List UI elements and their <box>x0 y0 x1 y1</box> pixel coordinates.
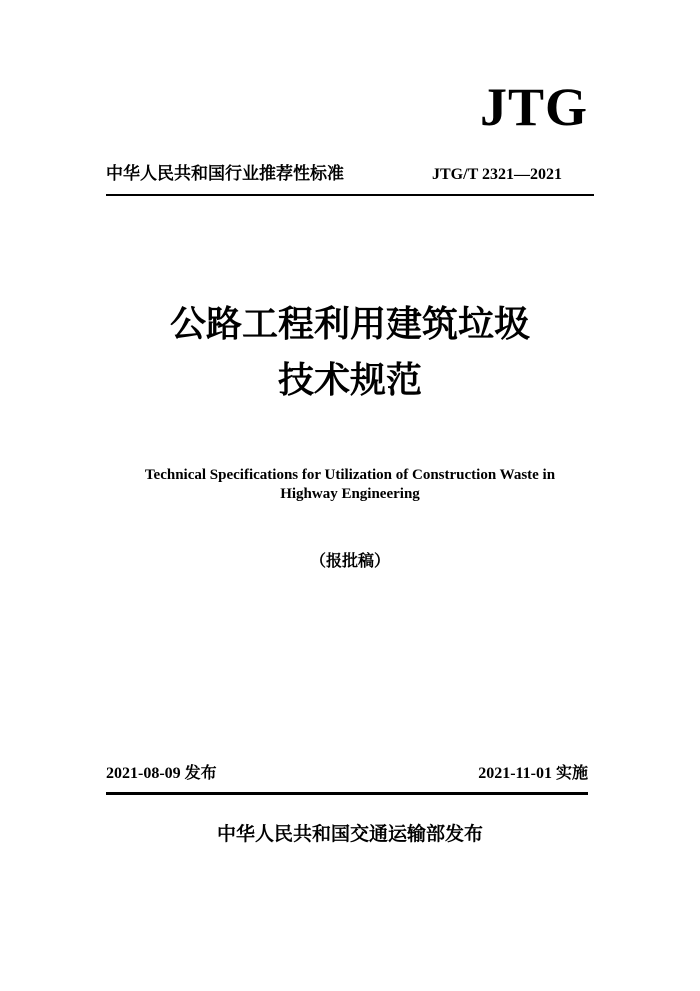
standard-code: JTG/T 2321—2021 <box>432 166 562 183</box>
top-divider <box>106 194 594 196</box>
publisher-line: 中华人民共和国交通运输部发布 <box>216 823 483 845</box>
title-english-line-1: Technical Specifications for Utilization of Construction Waste in <box>144 467 556 483</box>
standard-category: 中华人民共和国行业推荐性标准 <box>106 164 344 184</box>
jtg-logo: JTG <box>479 77 588 137</box>
title-chinese-line-1: 公路工程利用建筑垃圾 <box>169 304 530 345</box>
effective-date: 2021-11-01 实施 <box>478 765 588 782</box>
issue-date: 2021-08-09 发布 <box>106 765 217 782</box>
draft-status-note: （报批稿） <box>309 551 390 570</box>
bottom-divider <box>106 792 588 795</box>
title-english-line-2: Highway Engineering <box>280 486 420 502</box>
title-chinese-line-2: 技术规范 <box>277 360 422 401</box>
